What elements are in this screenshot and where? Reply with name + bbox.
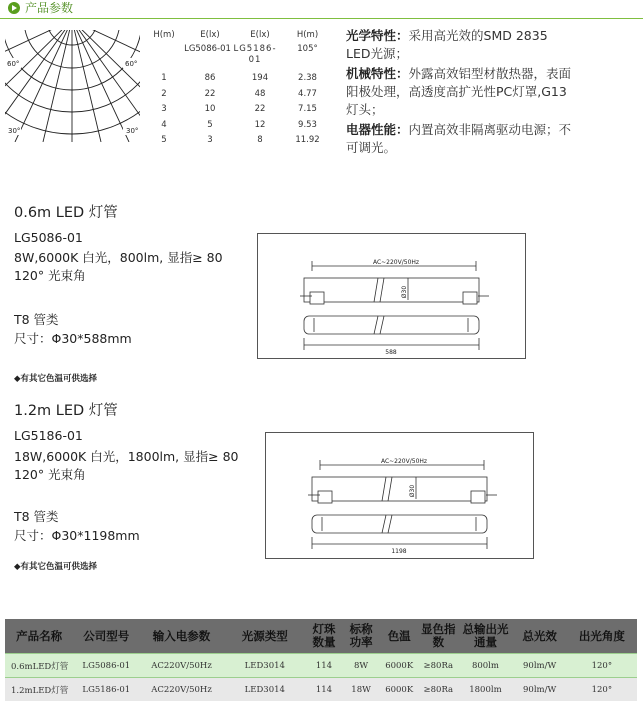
table-cell: 120° [567,654,637,678]
photometric-subheader: LG5186-01 [233,44,277,65]
color-temp-note: ◆有其它色温可供选择 [14,374,98,384]
table-cell: ≥80Ra [418,678,458,702]
column-header: 光源类型 [224,619,306,654]
photometric-cell: 1 [161,73,167,83]
photometric-header: H(m) [296,30,319,40]
photometric-cell: 48 [254,88,266,99]
table-cell: AC220V/50Hz [139,654,223,678]
voltage-label: AC~220V/50Hz [380,458,428,465]
table-row [5,654,637,678]
feature-label: 电器性能： [346,122,409,137]
table-cell: 0.6mLED灯管 [5,654,73,678]
table-cell: LG5186-01 [73,678,139,702]
table-cell: LED3014 [224,654,306,678]
product-title: 1.2m LED 灯管 [14,403,118,419]
table-cell: LG5086-01 [73,654,139,678]
table-cell: 6000K [380,678,418,702]
table-cell: LED3014 [224,678,306,702]
section-header [0,0,643,19]
table-cell: ≥80Ra [418,654,458,678]
photometric-cell: 3 [207,135,213,145]
photometric-cell: 2.38 [298,73,317,83]
column-header: 产品名称 [5,619,73,654]
table-cell: 114 [306,654,342,678]
feature-text: 内置高效非隔离驱动电源；不可调光。 [346,122,572,155]
photometric-header: E(lx) [200,30,220,40]
photometric-cell: 4.77 [298,88,317,99]
table-cell: 6000K [380,654,418,678]
table-row [5,678,637,702]
photometric-cell: 7.15 [298,104,317,114]
table-cell: 120° [567,678,637,702]
photometric-header: H(m) [153,30,175,40]
product-size: 尺寸：Φ30*588mm [14,331,132,346]
table-cell: 114 [306,678,342,702]
color-temp-note: ◆有其它色温可供选择 [14,562,98,572]
light-distribution-diagram [5,30,140,142]
column-header: 标称功率 [342,619,380,654]
table-cell: 8W [342,654,380,678]
tube-drawing-2 [265,432,534,559]
column-header: 公司型号 [73,619,139,654]
column-header: 总输出光通量 [458,619,512,654]
spec-table-header-row [5,619,637,654]
feature-item [346,65,576,119]
photometric-subheader: 105° [297,44,318,54]
product-beam: 120° 光束角 [14,268,86,283]
column-header: 显色指数 [418,619,458,654]
table-cell: 90lm/W [513,654,567,678]
product-spec: 8W,6000K 白光，800lm, 显指≥ 80 [14,250,223,265]
photometric-cell: 12 [254,119,266,130]
photometric-cell: 11.92 [295,135,320,145]
angle-label: 60° [7,60,20,68]
photometric-table [145,30,340,150]
column-header: 总光效 [513,619,567,654]
product-type: T8 管类 [14,509,59,524]
angle-label: 60° [125,60,138,68]
diameter-label: Ø30 [409,484,416,498]
column-header: 色温 [380,619,418,654]
length-label: 1198 [391,548,407,555]
product-model: LG5186-01 [14,428,83,443]
feature-item [346,121,576,157]
photometric-subheader: LG5086-01 [184,44,231,54]
diameter-label: Ø30 [401,285,408,299]
product-title: 0.6m LED 灯管 [14,205,118,221]
feature-text: 采用高光效的SMD 2835 LED光源； [346,28,548,61]
feature-label: 机械特性： [346,66,409,81]
feature-label: 光学特性： [346,28,409,43]
voltage-label: AC~220V/50Hz [372,259,420,266]
angle-label: 30° [8,127,21,135]
product-beam: 120° 光束角 [14,467,86,482]
product-spec: 18W,6000K 白光，1800lm, 显指≥ 80 [14,449,239,464]
feature-list [346,27,576,159]
column-header: 出光角度 [567,619,637,654]
photometric-cell: 8 [257,135,263,145]
photometric-cell: 3 [161,104,167,114]
photometric-cell: 4 [161,119,167,130]
feature-item [346,27,576,63]
length-label: 588 [385,349,397,356]
photometric-cell: 194 [251,73,269,83]
arrow-circle-icon [8,2,20,14]
spec-table [5,619,637,701]
angle-label: 30° [126,127,139,135]
feature-text: 外露高效铝型材散热器，表面阳极处理，高透度高扩光性PC灯罩,G13灯头； [346,66,572,117]
section-title: 产品参数 [25,1,74,15]
table-cell: 18W [342,678,380,702]
product-model: LG5086-01 [14,230,83,245]
table-cell: 1800lm [458,678,512,702]
photometric-cell: 2 [161,88,167,99]
photometric-cell: 5 [207,119,213,130]
tube-drawing-1 [257,233,526,359]
column-header: 输入电参数 [139,619,223,654]
photometric-cell: 22 [254,104,266,114]
table-cell: 1.2mLED灯管 [5,678,73,702]
photometric-header: E(lx) [250,30,270,40]
photometric-cell: 86 [204,73,216,83]
photometric-cell: 9.53 [298,119,317,130]
photometric-cell: 22 [204,88,216,99]
column-header: 灯珠数量 [306,619,342,654]
table-cell: 90lm/W [513,678,567,702]
product-size: 尺寸：Φ30*1198mm [14,528,140,543]
product-type: T8 管类 [14,312,59,327]
photometric-cell: 10 [204,104,216,114]
table-cell: AC220V/50Hz [139,678,223,702]
table-cell: 800lm [458,654,512,678]
photometric-cell: 5 [161,135,167,145]
